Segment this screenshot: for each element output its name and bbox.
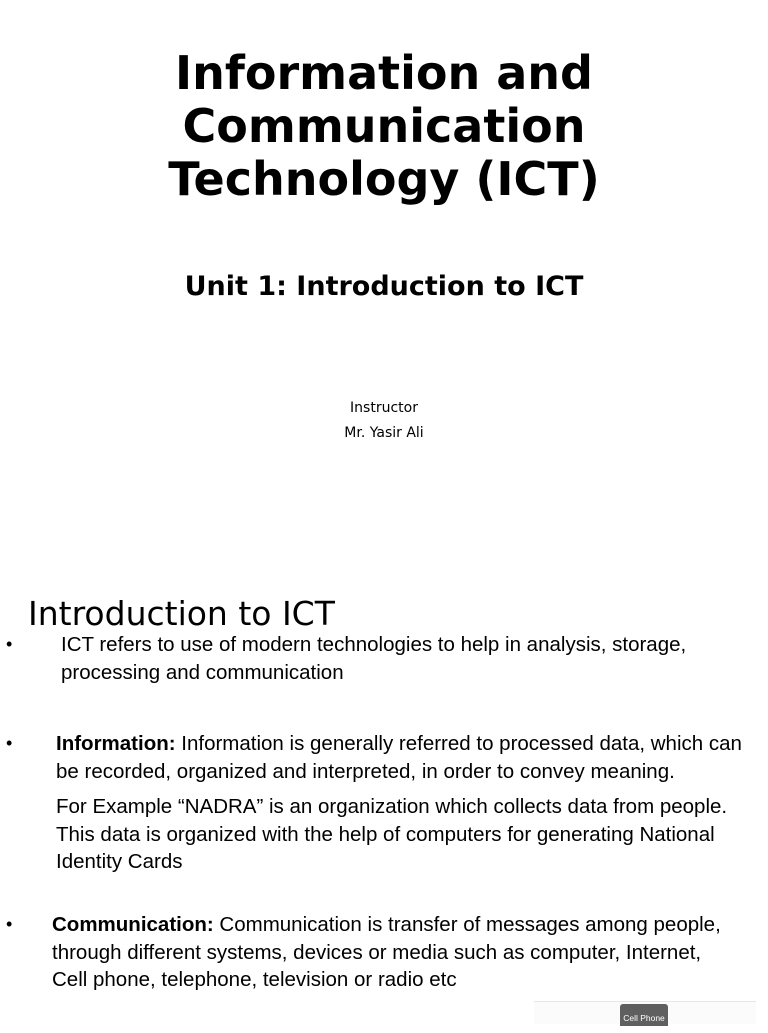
instructor-label: Instructor	[350, 400, 418, 416]
title-line: Communication	[182, 99, 586, 153]
bullet-text: Communication is transfer of messages among people, through different systems, devices or media such as computer, Internet, Cell phone, telephone, television or radio etc	[52, 913, 721, 991]
bullet-icon: •	[6, 914, 13, 934]
bullet-icon: •	[6, 634, 13, 654]
bullet-term: Information:	[56, 732, 176, 755]
content-slide	[0, 580, 768, 1024]
title-line: Information and	[175, 46, 593, 100]
slide-heading: Introduction to ICT	[28, 594, 335, 633]
title-line: Technology (ICT)	[168, 152, 600, 206]
bullet-text: Information is generally referred to processed data, which can be recorded, organized and interpreted, in order to convey meaning.	[56, 732, 742, 783]
presentation-title	[0, 47, 768, 206]
bullet-term: Communication:	[52, 913, 214, 936]
bullet-paragraph	[52, 911, 742, 994]
cell-phone-image	[534, 1001, 756, 1024]
bullet-paragraph	[56, 730, 746, 785]
bullet-text: ICT refers to use of modern technologies to help in analysis, storage, processing and communication	[61, 633, 687, 684]
example-text: For Example “NADRA” is an organization which collects data from people. This data is organized with the help of computers for generating National Identity Cards	[56, 795, 728, 873]
bullet-icon: •	[6, 733, 13, 753]
unit-subtitle: Unit 1: Introduction to ICT	[184, 271, 584, 302]
instructor-block	[0, 396, 768, 446]
instructor-name: Mr. Yasir Ali	[344, 425, 424, 441]
image-caption: Cell Phone	[620, 1004, 668, 1026]
